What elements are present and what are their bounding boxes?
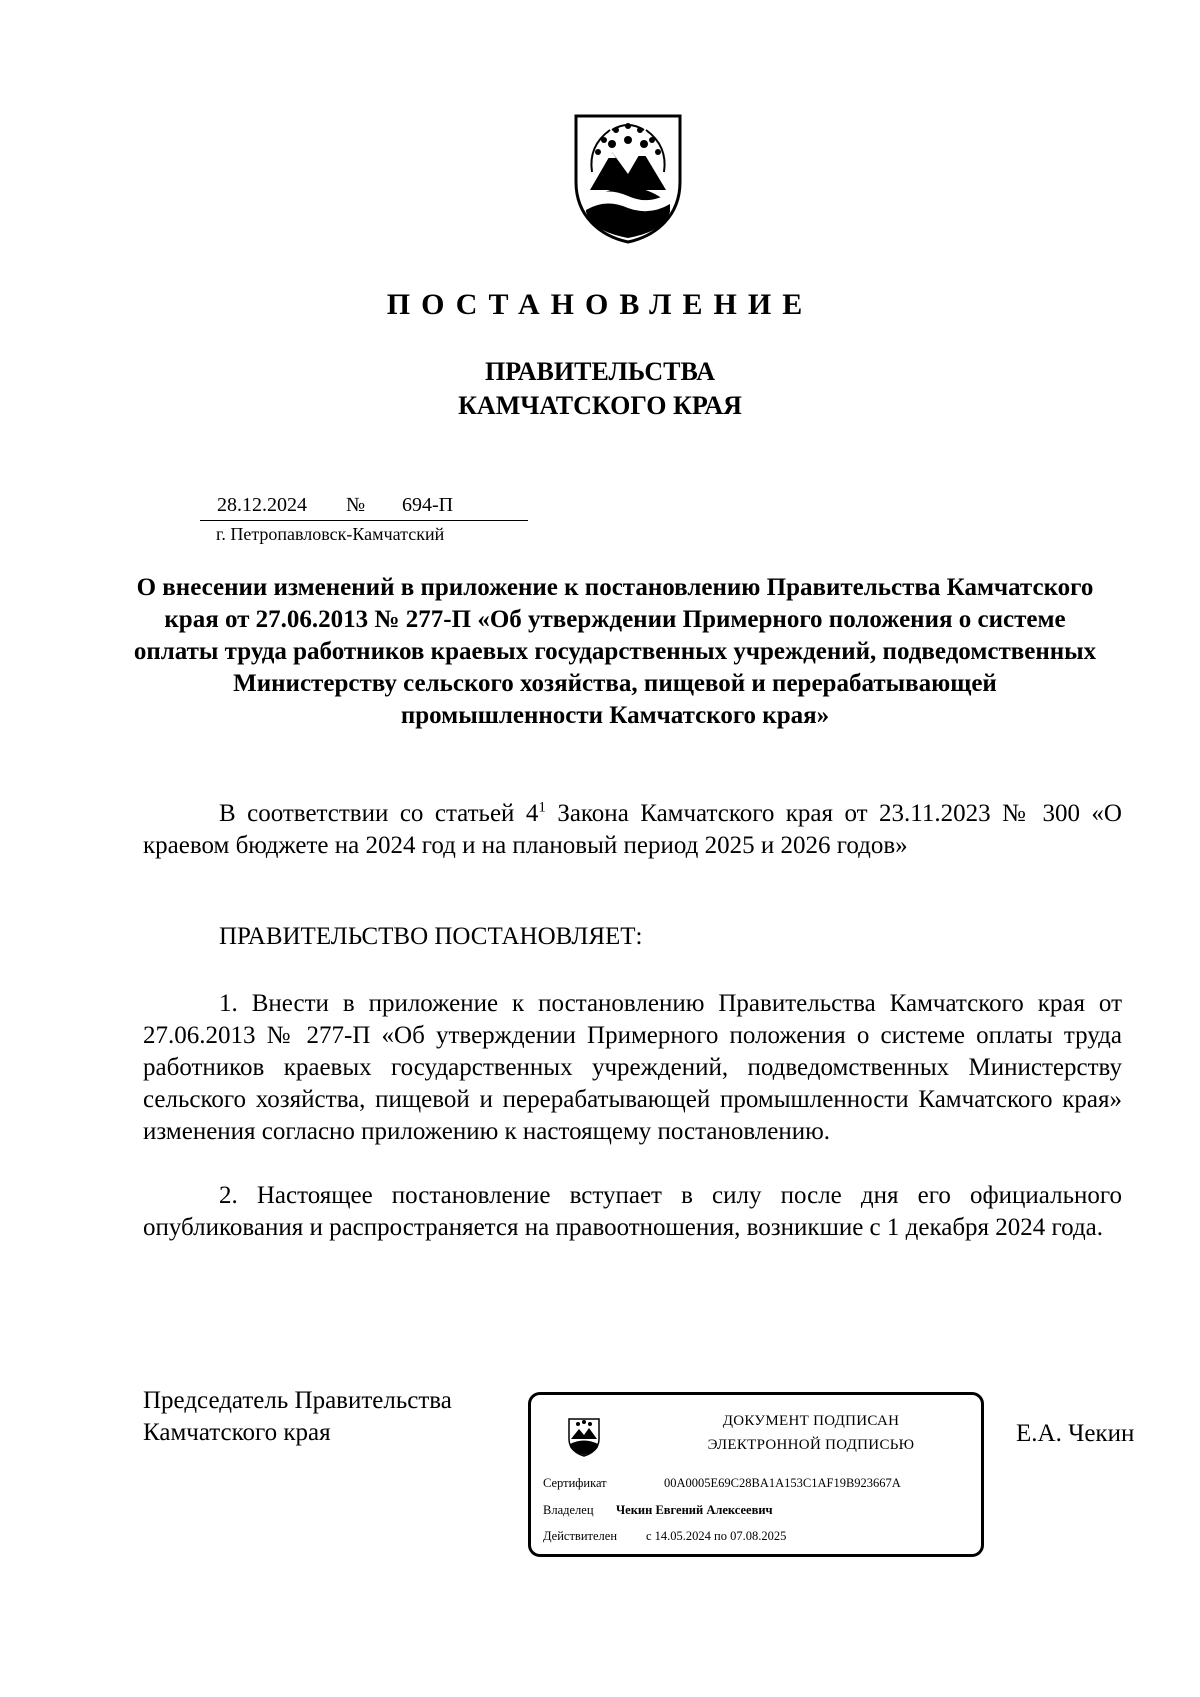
validity-value: с 14.05.2024 по 07.08.2025 bbox=[646, 1529, 787, 1543]
number-sign: № bbox=[346, 494, 366, 516]
legal-basis-part-1: В соответствии со статьей 4 bbox=[219, 800, 539, 827]
issuing-authority bbox=[0, 355, 1200, 423]
document-number: 694-П bbox=[402, 494, 454, 516]
owner-label: Владелец bbox=[543, 1503, 594, 1517]
signature-header bbox=[661, 1409, 961, 1457]
owner-value: Чекин Евгений Алексеевич bbox=[616, 1503, 773, 1517]
legal-basis-paragraph bbox=[143, 798, 1122, 862]
item-2-paragraph: 2. Настоящее постановление вступает в силу после дня его официального опубликования и распространяется на правоотношения, возникшие с 1 декабря 2024 года. bbox=[143, 1182, 1122, 1241]
document-city: г. Петропавловск-Камчатский bbox=[216, 524, 445, 544]
signature-header-line-2: ЭЛЕКТРОННОЙ ПОДПИСЬЮ bbox=[707, 1437, 915, 1453]
legal-basis-superscript: 1 bbox=[538, 799, 546, 816]
signer-line-1: Председатель Правительства bbox=[143, 1387, 452, 1414]
validity-label: Действителен bbox=[543, 1529, 618, 1543]
legal-basis-part-2: Закона Камчатского края от 23.11.2023 № 300 «О краевом бюджете на 2024 год и на плановый период 2025 и 2026 годов» bbox=[143, 800, 1122, 859]
signature-emblem-icon bbox=[567, 1417, 601, 1457]
document-date: 28.12.2024 bbox=[217, 494, 307, 516]
authority-line-1: ПРАВИТЕЛЬСТВА bbox=[485, 357, 715, 386]
electronic-signature-stamp bbox=[528, 1392, 984, 1557]
signer-line-2: Камчатского края bbox=[143, 1419, 331, 1446]
decree-heading: ПРАВИТЕЛЬСТВО ПОСТАНОВЛЯЕТ: bbox=[219, 923, 643, 950]
coat-of-arms-icon bbox=[572, 112, 684, 244]
signer-position bbox=[143, 1385, 452, 1449]
date-number-line bbox=[200, 494, 528, 521]
signer-name: Е.А. Чекин bbox=[1016, 1420, 1135, 1447]
item-1-paragraph: 1. Внести в приложение к постановлению Правительства Камчатского края от 27.06.2013 № 277-П «Об утверждении Примерного положения о системе оплаты труда работников краевых государственных учреждений, подведомственных Министерству сельского хозяйства, пищевой и перерабатывающей промышленности Камчатского края» изменения согласно приложению к настоящему постановлению. bbox=[143, 990, 1122, 1145]
certificate-label: Сертификат bbox=[543, 1476, 607, 1490]
certificate-value: 00A0005E69C28BA1A153C1AF19B923667A bbox=[664, 1476, 901, 1490]
document-subject: О внесении изменений в приложение к постановлению Правительства Камчатского края от 27.06.2013 № 277-П «Об утверждении Примерного положения о системе оплаты труда работников краевых государственных учреждений, подведомственных Министерству сельского хозяйства, пищевой и перерабатывающей промышленности Камчатского края» bbox=[133, 574, 1097, 729]
signature-header-line-1: ДОКУМЕНТ ПОДПИСАН bbox=[722, 1413, 900, 1429]
document-title: ПОСТАНОВЛЕНИЕ bbox=[386, 288, 814, 321]
authority-line-2: КАМЧАТСКОГО КРАЯ bbox=[458, 391, 742, 420]
